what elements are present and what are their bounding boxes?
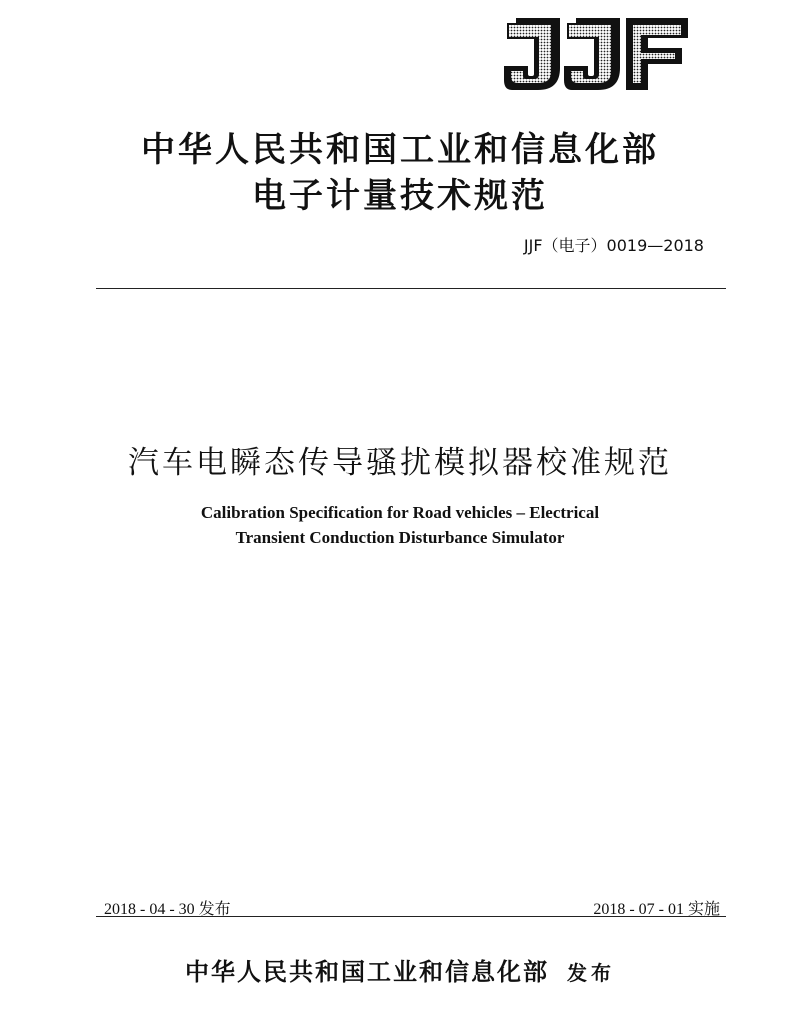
- issuing-ministry: 中华人民共和国工业和信息化部: [141, 130, 659, 170]
- document-title-chinese: 汽车电瞬态传导骚扰模拟器校准规范: [128, 445, 672, 481]
- logo-letter-j1: [504, 18, 560, 90]
- publisher-name: 中华人民共和国工业和信息化部: [185, 957, 549, 986]
- implementation-date: 2018 - 07 - 01 实施: [593, 901, 720, 918]
- specification-category: 电子计量技术规范: [252, 176, 548, 216]
- bottom-divider: [96, 916, 726, 917]
- document-title-english-line2: Transient Conduction Disturbance Simulator: [235, 528, 565, 547]
- publisher-footer: [0, 952, 800, 987]
- publish-label: 发布: [567, 961, 615, 985]
- document-title-english-line1: Calibration Specification for Road vehicles – Electrical: [200, 503, 600, 522]
- logo-letter-f: [626, 18, 688, 90]
- logo-letter-j2: [564, 18, 620, 90]
- standard-code: JJF（电子）0019—2018: [523, 236, 704, 255]
- jjf-logo: [498, 14, 690, 94]
- top-divider: [96, 288, 726, 289]
- issue-date: 2018 - 04 - 30 发布: [104, 901, 231, 918]
